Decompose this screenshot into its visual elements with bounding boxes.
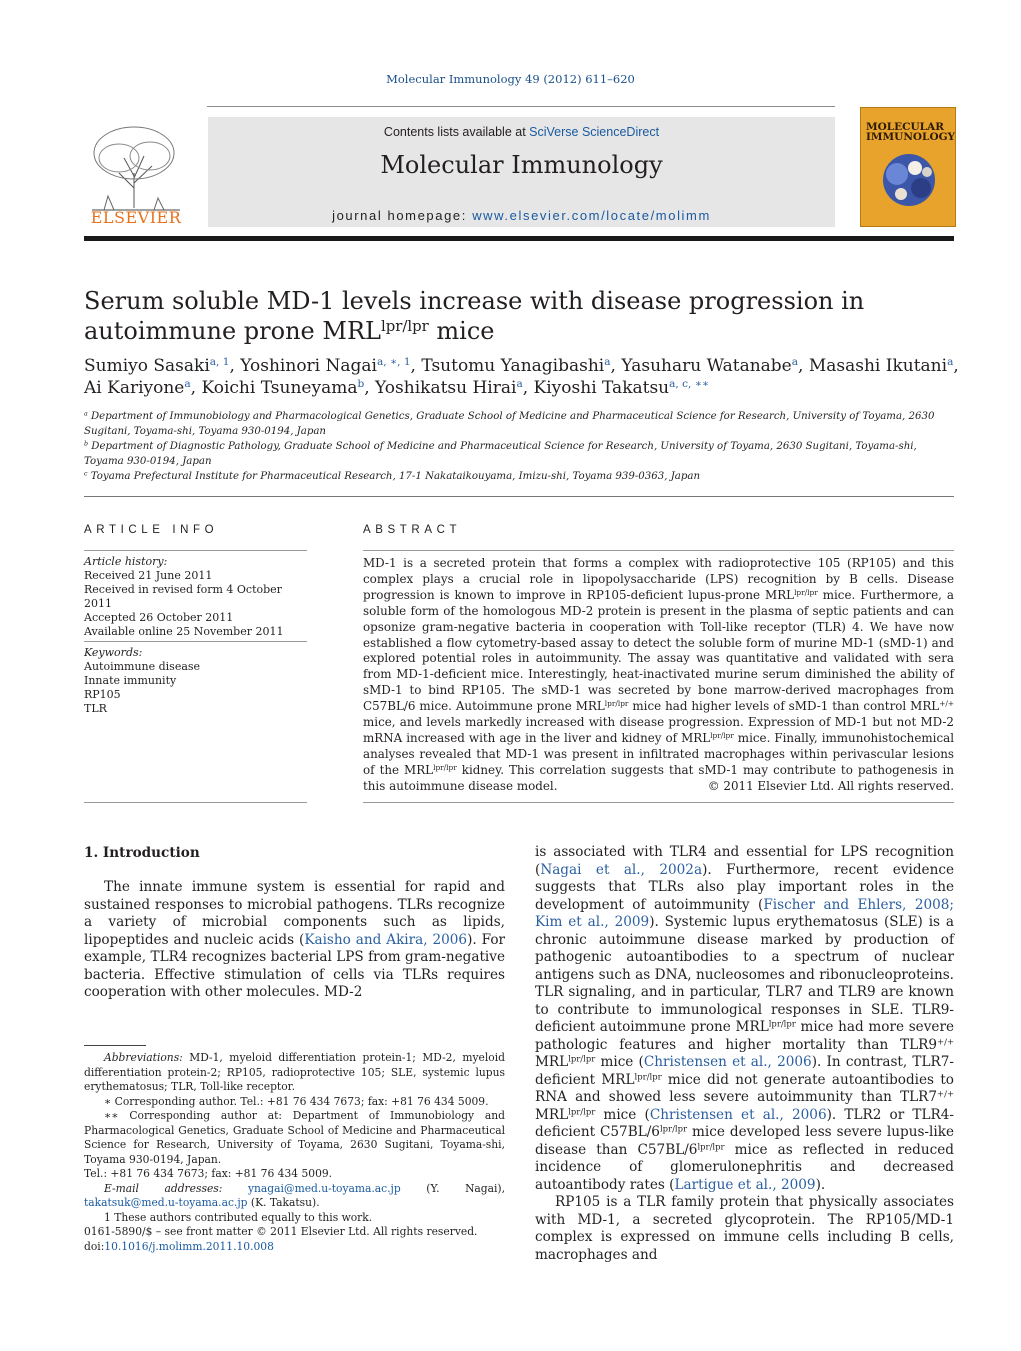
author[interactable]: [375, 378, 523, 398]
affiliation-mark: c: [84, 470, 88, 478]
author-sep: ,: [190, 378, 202, 398]
abstract-rule: [363, 550, 954, 551]
doi-line: doi:10.1016/j.molimm.2011.10.008: [84, 1239, 274, 1253]
footnotes: [84, 1051, 505, 1225]
author-sep: ,: [798, 356, 809, 376]
journal-reference[interactable]: Molecular Immunology 49 (2012) 611–620: [386, 72, 635, 86]
article-history: [84, 555, 307, 639]
author-sep: ,: [229, 356, 241, 376]
author[interactable]: [84, 356, 229, 376]
contents-prefix: Contents lists available at: [383, 125, 530, 139]
author[interactable]: [809, 356, 954, 376]
body-column-left: [84, 879, 505, 1002]
title-superscript: lpr/lpr: [380, 316, 429, 335]
paragraph: The innate immune system is essential for rapid and sustained responses to microbial pathogens. TLRs recognize a variety of microbial components such as lipids, lipopeptides and nucleic acids (Kaisho and Akira, 2006). For example, TLR4 recognizes bacterial LPS from gram-negative bacteria. Effective stimulation of cells via TLRs requires cooperation with other molecules. MD-2: [84, 879, 506, 1000]
affiliation-mark: a: [84, 410, 88, 418]
article-info-rule: [84, 641, 307, 642]
affiliations: [84, 410, 954, 486]
article-info-rule: [84, 802, 307, 803]
author-sep: ,: [953, 356, 959, 376]
keyword: TLR: [84, 702, 107, 715]
author-sep: ,: [364, 378, 376, 398]
author-sep: ,: [410, 356, 422, 376]
author-affil-mark: a: [604, 356, 611, 369]
journal-header-box: [208, 117, 835, 227]
author-affil-mark: a, ∗, 1: [377, 356, 411, 369]
footnote-corresponding-1: ∗ Corresponding author. Tel.: +81 76 434 7673; fax: +81 76 434 5009.: [104, 1094, 489, 1108]
author-name: Ai Kariyone: [84, 378, 185, 398]
paragraph: is associated with TLR4 and essential for LPS recognition (Nagai et al., 2002a). Furthermore, recent evidence suggests that TLRs also play important roles in the development of autoimmunity (Fischer and Ehlers, 2008; Kim et al., 2009). Systemic lupus erythematosus (SLE) is a chronic autoimmune disease marked by production of pathogenic autoantibodies to a spectrum of nuclear antigens such as DNA, nucleosomes and ribonucleoproteins. TLR signaling, and in particular, TLR7 and TLR9 are known to contribute to immunological responses in SLE. TLR9-deficient autoimmune prone $MRL^{lpr/lpr}$ mice had more severe pathologic features and higher mortality than TLR9+/+ $MRL^{lpr/lpr}$ mice (Christensen et al., 2006). In contrast, TLR7-deficient $MRL^{lpr/lpr}$ mice did not generate autoantibodies to RNA and showed less severe autoimmunity than TLR7+/+ $MRL^{lpr/lpr}$ mice (Christensen et al., 2006). TLR2 or TLR4-deficient $C57BL/6^{lpr/lpr}$ mice developed less severe lupus-like disease than $C57BL/6^{lpr/lpr}$ mice as reflected in reduced incidence of glomerulonephritis and decreased autoantibody rates (Lartigue et al., 2009).: [535, 844, 955, 1193]
citation-link[interactable]: Christensen et al., 2006: [643, 1054, 812, 1070]
abstract-text: MD-1 is a secreted protein that forms a complex with radioprotective 105 (RP105) and this complex plays a crucial role in lipopolysaccharide (LPS) recognition by B cells. Disease progression is known to improve in RP105-deficient lupus-prone $MRL^{lpr/lpr}$ mice. Furthermore, a soluble form of the homologous MD-2 protein is present in the plasma of septic patients and can opsonize gram-negative bacteria in cooperation with Toll-like receptor (TLR) 4. We have now established a flow cytometry-based assay to detect the soluble form of murine MD-1 (sMD-1) and explored potential roles in autoimmunity. The assay was quantitative and validated with sera from MD-1-deficient mice. Interestingly, heat-inactivated murine serum diminished the ability of sMD-1 to bind RP105. The sMD-1 was secreted by bone marrow-derived macrophages from C57BL/6 mice. Autoimmune prone $MRL^{lpr/lpr}$ mice had higher levels of sMD-1 than control MRL+/+ mice, and levels markedly increased with disease progression. Expression of MD-1 but not MD-2 mRNA increased with age in the liver and kidney of $MRL^{lpr/lpr}$ mice. Finally, immunohistochemical analyses revealed that MD-1 was present in infiltrated macrophages within perivascular lesions of the $MRL^{lpr/lpr}$ kidney. This correlation suggests that sMD-1 may contribute to pathogenesis in this autoimmune disease model.: [363, 556, 955, 793]
author[interactable]: [240, 356, 410, 376]
affiliation: [84, 470, 954, 485]
author-name: Koichi Tsuneyama: [201, 378, 358, 398]
author-name: Yoshinori Nagai: [240, 356, 377, 376]
history-item: Accepted 26 October 2011: [84, 611, 234, 624]
article-info-heading: ARTICLE INFO: [84, 524, 219, 536]
keywords: [84, 646, 307, 716]
footnote-emails: E-mail addresses: ynagai@med.u-toyama.ac.jp (Y. Nagai), takatsuk@med.u-toyama.ac.jp (K. Takatsu).: [84, 1181, 505, 1209]
elsevier-logo: [84, 118, 188, 228]
author-affil-mark: a: [516, 378, 523, 391]
article-title: [84, 286, 954, 346]
abstract-heading: ABSTRACT: [363, 524, 462, 536]
author-name: Tsutomu Yanagibashi: [421, 356, 605, 376]
title-end: mice: [428, 317, 495, 345]
author-affil-mark: a: [947, 356, 954, 369]
footnote-equal-contribution: 1 These authors contributed equally to this work.: [104, 1210, 373, 1224]
author[interactable]: [84, 378, 191, 398]
journal-cover-image: [860, 107, 956, 227]
elsevier-wordmark: ELSEVIER: [90, 208, 182, 227]
copyright: © 2011 Elsevier Ltd. All rights reserved.: [707, 779, 954, 793]
affiliation-text: Toyama Prefectural Institute for Pharmaceutical Research, 17-1 Nakataikouyama, Imizu-shi, Toyama 939-0363, Japan: [90, 471, 701, 482]
author-name: Yoshikatsu Hirai: [375, 378, 517, 398]
author-name: Sumiyo Sasaki: [84, 356, 210, 376]
header-top-rule: [207, 106, 835, 107]
author[interactable]: [421, 356, 610, 376]
homepage-link[interactable]: www.elsevier.com/locate/molimm: [472, 208, 711, 223]
abstract-rule: [363, 802, 954, 803]
author-sep: ,: [522, 378, 534, 398]
title-main: Serum soluble MD-1 levels increase with disease progression in autoimmune prone MRL: [84, 287, 865, 345]
paragraph: RP105 is a TLR family protein that physically associates with MD-1, a secreted glycoprotein. The RP105/MD-1 complex is expressed on immune cells including B cells, macrophages and: [535, 1194, 954, 1263]
article-info-rule: [84, 550, 307, 551]
issn-line: 0161-5890/$ – see front matter © 2011 Elsevier Ltd. All rights reserved.: [84, 1225, 478, 1238]
keyword: Autoimmune disease: [84, 660, 201, 673]
keywords-label: Keywords:: [84, 646, 143, 659]
affiliation-text: Department of Immunobiology and Pharmacological Genetics, Graduate School of Medicine and Pharmaceutical Science for Research, University of Toyama, 2630 Sugitani, Toyama-shi, Toyama 930-0194, Japan: [84, 411, 935, 437]
author-affil-mark: a: [184, 378, 191, 391]
homepage-prefix: journal homepage:: [332, 208, 473, 223]
doi-link[interactable]: 10.1016/j.molimm.2011.10.008: [104, 1239, 274, 1253]
footnote-rule: [84, 1045, 146, 1046]
author-name: Yasuharu Watanabe: [621, 356, 792, 376]
journal-title: Molecular Immunology: [380, 151, 663, 179]
citation-link[interactable]: Kaisho and Akira, 2006: [304, 931, 468, 948]
cover-molecule-icon: [861, 108, 955, 226]
author-name: Masashi Ikutani: [808, 356, 948, 376]
section-heading-introduction: 1. Introduction: [84, 845, 200, 861]
keyword: RP105: [84, 688, 121, 701]
journal-homepage: [208, 208, 835, 223]
issn-doi: [84, 1225, 505, 1254]
header-thick-rule: [84, 236, 954, 241]
author-list: [84, 355, 959, 399]
author-affil-mark: b: [357, 378, 365, 391]
author[interactable]: [621, 356, 798, 376]
cover-title: MOLECULAR IMMUNOLOGY: [866, 121, 956, 143]
keyword: Innate immunity: [84, 674, 177, 687]
section-rule: [84, 496, 954, 497]
history-item: Available online 25 November 2011: [84, 625, 284, 638]
footnote-tel: Tel.: +81 76 434 7673; fax: +81 76 434 5009.: [84, 1167, 333, 1180]
history-label: Article history:: [84, 555, 168, 568]
author[interactable]: [534, 378, 709, 398]
affiliation-text: Department of Diagnostic Pathology, Graduate School of Medicine and Pharmaceutical Science for Research, University of Toyama, 2630 Sugitani, Toyama-shi, Toyama 930-0194, Japan: [84, 441, 917, 467]
history-item: Received 21 June 2011: [84, 569, 213, 582]
footnote-abbreviations: Abbreviations: MD-1, myeloid differentiation protein-1; MD-2, myeloid differentiation protein-2; RP105, radioprotective 105; SLE, systemic lupus erythematosus; TLR, Toll-like receptor.: [84, 1051, 505, 1093]
sciencedirect-link[interactable]: SciVerse ScienceDirect: [529, 125, 660, 139]
citation-link[interactable]: Fischer and Ehlers, 2008; Kim et al., 2009: [535, 896, 954, 930]
author-name: Kiyoshi Takatsu: [533, 378, 670, 398]
email-link[interactable]: ynagai@med.u-toyama.ac.jp: [247, 1181, 401, 1195]
author-sep: ,: [610, 356, 622, 376]
citation-link[interactable]: Lartigue et al., 2009: [674, 1176, 816, 1193]
citation-link[interactable]: Nagai et al., 2002a: [540, 861, 703, 878]
affiliation-mark: b: [84, 440, 89, 448]
affiliation: [84, 440, 954, 469]
author-affil-mark: a: [791, 356, 799, 369]
author-affil-mark: a, 1: [209, 356, 230, 369]
footnote-corresponding-2: ∗∗ Corresponding author at: Department of Immunobiology and Pharmacological Genetics, Graduate School of Medicine and Pharmaceutical Science for Research, University of Toyama, 2630 Sugitani, Toyama-shi, Toyama 930-0194, Japan.: [84, 1109, 505, 1166]
contents-line: [208, 125, 835, 139]
affiliation: [84, 410, 954, 439]
history-item: Received in revised form 4 October 2011: [84, 583, 282, 610]
email-link[interactable]: takatsuk@med.u-toyama.ac.jp: [84, 1196, 248, 1209]
author[interactable]: [201, 378, 364, 398]
author-affil-mark: a, c, ∗∗: [669, 378, 710, 391]
body-column-right: [535, 844, 954, 1264]
citation-link[interactable]: Christensen et al., 2006: [649, 1106, 827, 1123]
